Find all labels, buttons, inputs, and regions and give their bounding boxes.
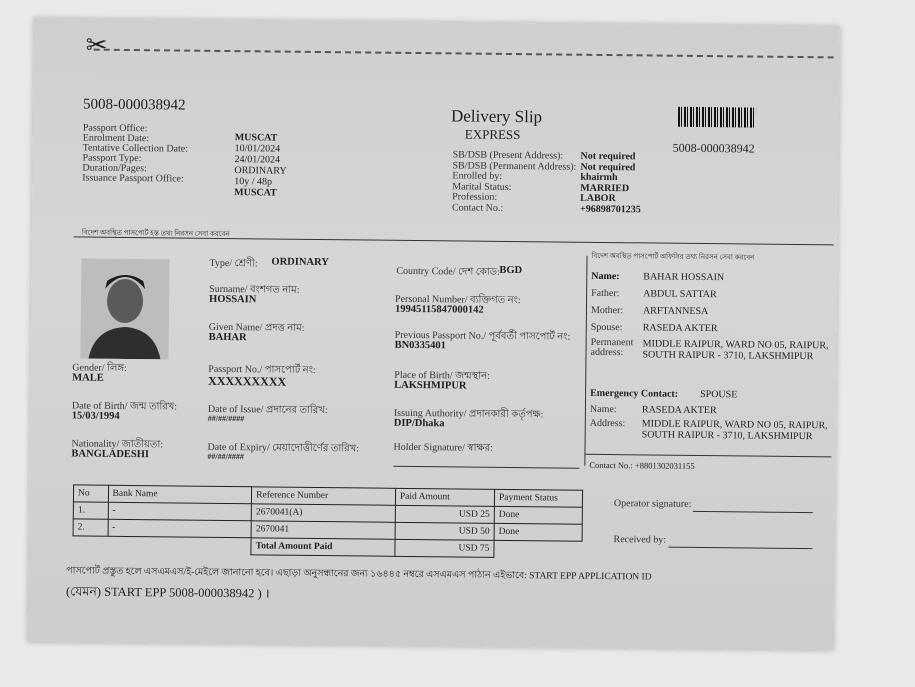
previous-passport-value: BN0335401 [394, 339, 446, 352]
surname-label: Surname/ বংশগত নাম: [209, 283, 300, 296]
scissors-icon: ✂ [85, 30, 108, 60]
holder-signature-label: Holder Signature/ স্বাক্ষর: [393, 441, 493, 454]
application-number: 5008-000038942 [83, 96, 186, 114]
operator-signature-label: Operator signature: [613, 498, 692, 510]
emergency-title: Emergency Contact: [590, 387, 679, 400]
holder-photo [80, 259, 169, 360]
personal-number-value: 19945115847000142 [394, 303, 484, 316]
emergency-relation: SPOUSE [700, 388, 738, 401]
emergency-address-value: MIDDLE RAIPUR, WARD NO 05, RAIPUR, SOUTH RAIPUR - 3710, LAKSHMIPUR [641, 418, 828, 443]
bangla-note-left: বিদেশ অবস্থিত পাসপোর্ট হস্ত তথ্য নিরসন সেবা করবেন [81, 228, 230, 239]
gender-label: Gender/ লিঙ্গ: [72, 362, 127, 374]
holder-signature-line [393, 466, 579, 469]
surname-value: HOSSAIN [209, 293, 257, 306]
application-number-right: 5008-000038942 [672, 140, 755, 156]
permanent-address-value: MIDDLE RAIPUR, WARD NO 05, RAIPUR, SOUTH RAIPUR - 3710, LAKSHMIPUR [642, 338, 829, 363]
section-divider [74, 236, 834, 245]
table-row: 1. - 2670041(A) USD 25 Done [73, 502, 582, 524]
emergency-name-label: Name: [589, 403, 617, 416]
issue-date-value: ##/##/#### [207, 413, 245, 424]
footer-instruction: পাসপোর্ট প্রস্তুত হলে এসএমএস/ই-মেইলে জানানো হবে। এছাড়া অনুসন্ধানের জন্য ১৬৪৪৫ নম্বরে এসএমএস পাঠান এইভাবে: START EPP APPLICATION ID [66, 566, 652, 583]
expiry-date-value: ##/##/#### [207, 451, 244, 462]
expiry-date-label: Date of Expiry/ মেয়াদোত্তীর্ণের তারিখ: [207, 441, 360, 455]
country-value: BGD [499, 264, 523, 277]
issuing-authority-label: Issuing Authority/ প্রদানকারী কর্তৃপক্ষ: [393, 407, 544, 421]
contact-divider [585, 454, 831, 458]
office-info-labels: Passport Office: Enrolment Date: Tentative Collection Date: Passport Type: Duration/Pages: Issuance Passport Office: [82, 122, 189, 185]
place-of-birth-label: Place of Birth/ জন্মস্থান: [394, 369, 490, 382]
issue-date-label: Date of Issue/ প্রদানের তারিখ: [207, 403, 328, 417]
dob-value: 15/03/1994 [71, 410, 120, 422]
emergency-name-value: RASEDA AKTER [641, 404, 717, 417]
personal-number-label: Personal Number/ ব্যক্তিগত নং: [395, 293, 521, 307]
gender-value: MALE [72, 372, 104, 384]
operator-signature-line [693, 511, 813, 513]
table-row: 2. - 2670041 USD 50 Done [73, 519, 582, 541]
family-labels: Name: Father: Mother: Spouse: [590, 270, 624, 334]
sb-info-labels: SB/DSB (Present Address): SB/DSB (Permanent Address): Enrolled by: Marital Status: Profession: Contact No.: [451, 149, 577, 214]
sb-info-values: Not required Not required khairmh MARRIED LABOR +96898701235 [579, 150, 641, 215]
delivery-slip [27, 18, 839, 650]
given-name-value: BAHAR [208, 331, 247, 344]
country-label: Country Code/ দেশ কোড: [396, 265, 500, 278]
column-divider [584, 256, 587, 466]
table-total-row: Total Amount Paid USD 75 [73, 536, 582, 558]
office-info-values: MUSCAT 10/01/2024 24/01/2024 ORDINARY 10y / 48p MUSCAT [234, 132, 287, 199]
passport-number-label: Passport No./ পাসপোর্ট নং: [208, 363, 316, 376]
family-values: BAHAR HOSSAIN ABDUL SATTAR ARFTANNESA RASEDA AKTER [642, 271, 725, 335]
bangla-note-right: বিদেশ অবস্থিত পাসপোর্ট অফিসির তথ্য নিরসন সেবা করবেন [591, 251, 755, 262]
cut-line [94, 49, 834, 59]
table-header-row: No Bank Name Reference Number Paid Amount Payment Status [73, 485, 582, 507]
given-name-label: Given Name/ প্রদত্ত নাম: [208, 321, 305, 334]
emergency-address-label: Address: [589, 417, 626, 430]
previous-passport-label: Previous Passport No./ পূর্ববর্তী পাসপোর্ট নং: [394, 329, 571, 343]
received-by-line [668, 547, 812, 550]
type-label: Type/ শ্রেণী: [209, 257, 258, 270]
received-by-label: Received by: [613, 534, 667, 546]
issuing-authority-value: DIP/Dhaka [393, 417, 445, 430]
dob-label: Date of Birth/ জন্ম তারিখ: [71, 400, 178, 413]
footer-example: (যেমন) START EPP 5008-000038942 ) । [65, 584, 270, 601]
permanent-address-label: Permanent address: [590, 336, 634, 359]
passport-number-value: XXXXXXXXX [208, 373, 287, 389]
emergency-contact: Contact No.: +8801302031155 [589, 459, 695, 471]
place-of-birth-value: LAKSHMIPUR [394, 379, 467, 392]
nationality-label: Nationality/ জাতীয়তা: [71, 438, 164, 451]
slip-subtitle: EXPRESS [464, 126, 521, 143]
bank-payment-table [72, 484, 583, 558]
nationality-value: BANGLADESHI [71, 448, 150, 461]
barcode [678, 107, 756, 128]
type-value: ORDINARY [271, 256, 329, 269]
slip-title: Delivery Slip [450, 106, 543, 127]
